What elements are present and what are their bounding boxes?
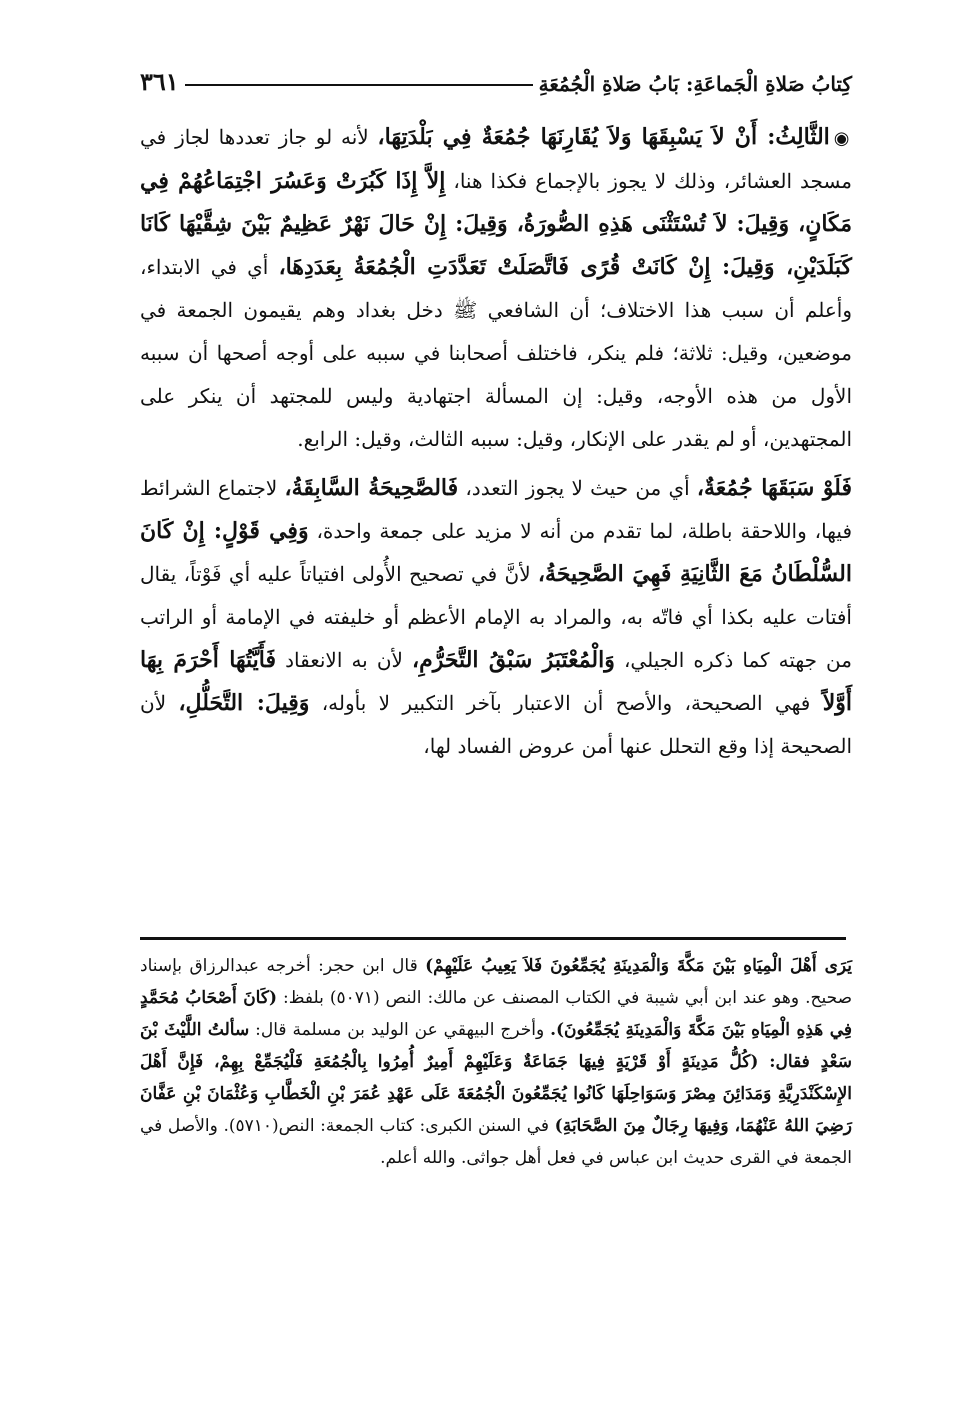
footnote-text: [140, 950, 852, 1174]
matn-text: الثَّالِثُ: أَنْ لاَ يَسْبِقَهَا وَلاَ يُقَارِنَهَا جُمُعَةٌ فِي بَلْدَتِهَا،: [377, 124, 830, 150]
commentary-text: لاجتماع الشرائط فيها، واللاحقة باطلة، لما تقدم من أنه لا مزيد على جمعة واحدة،: [140, 476, 853, 543]
paragraph-1: [140, 116, 852, 461]
footnotes: [140, 950, 852, 1174]
footnote-commentary: في السنن الكبرى: كتاب الجمعة: النص(٥٧١٠). والأصل في الجمعة في القرى حديث ابن عباس في فعل أهل جواثى. والله أعلم.: [140, 1116, 852, 1168]
footnote-commentary: وأخرج البيهقي عن الوليد بن مسلمة قال:: [249, 1020, 551, 1040]
commentary-text: لأن به الانعقاد: [276, 648, 412, 672]
footnote-separator: [140, 937, 846, 940]
commentary-text: لأنَّ في تصحيح الأُولى افتياتاً عليه أي فَوْتاً، يقال أفتات عليه بكذا أي فاتّه به، والمراد به الإمام الأعظم أو خليفته في الإمامة أو الراتب من جهته كما ذكره الجيلي،: [140, 562, 852, 672]
paragraph-2: [140, 467, 852, 768]
matn-text: وَفِي قَوْلٍ: إِنْ كَانَ السُّلْطَانُ مَعَ الثَّانِيَةِ فَهِيَ الصَّحِيحَةُ،: [140, 518, 852, 587]
matn-text: فَالصَّحِيحَةُ السَّابِقَةُ،: [284, 475, 459, 501]
running-title: كِتابُ صَلاةِ الْجَماعَةِ: بَابُ صَلاةِ الْجُمُعَةِ: [538, 72, 852, 96]
commentary-text: لأنه لو جاز تعددها لجاز في مسجد العشائر، وذلك لا يجوز بالإجماع فكذا هنا،: [140, 125, 853, 193]
matn-text: إِلاَّ إِذَا كَبُرَتْ وَعَسُرَ اجْتِمَاعُهُمْ فِي مَكَانٍ، وَقِيلَ: لاَ تُسْتَثْنَى هَذِهِ الصُّورَةُ، وَقِيلَ: إِنْ حَالَ نَهْرٌ عَظِيمٌ بَيْنَ شِقَّيْهَا كَانَا كَبَلَدَيْنِ، وَقِيلَ: إِنْ كَانَتْ قُرًى فَاتَّصَلَتْ تَعَدَّدَتِ الْجُمُعَةُ بِعَدَدِهَا،: [140, 168, 852, 280]
main-text: [140, 116, 852, 768]
commentary-text: لأن الصحيحة إذا وقع التحلل عنها أمن عروض الفساد لها،: [140, 691, 852, 758]
bullet-icon: ◉: [833, 128, 852, 149]
matn-text: فَلَوْ سَبَقَهَا جُمُعَةٌ،: [696, 475, 852, 501]
matn-text: فَأَيَّتُهَا أَحْرَمَ بِهَا أَوَّلاً: [140, 647, 853, 716]
matn-text: وَقِيلَ: التَّحَلُّلِ،: [178, 690, 310, 716]
footnote-commentary: قال ابن حجر: أخرجه عبدالرزاق بإسناد صحيح. وهو عند ابن أبي شيبة في الكتاب المصنف عن مالك: النص (٥٠٧١) بلفظ:: [140, 956, 853, 1008]
footnote-quote: سألتُ اللَّيْثَ بْنَ سَعْدٍ فقال: (كُلُّ مَدِينَةٍ أَوْ قَرْيَةٍ فِيهَا جَمَاعَةٌ وَعَلَيْهِمْ أَمِيرٌ أُمِرُوا بِالْجُمُعَةِ فَلْيُجَمِّعْ بِهِمْ، فَإِنَّ أَهْلَ الإِسْكَنْدَرِيَّةِ وَمَدَائِنَ مِصْرَ وَسَوَاحِلَهَا كَانُوا يُجَمِّعُونَ الْجُمُعَةَ عَلَى عَهْدِ عُمَرَ بْنِ الْخَطَّابِ وَعُثْمَانَ بْنِ عَفَّانَ رَضِيَ اللهُ عَنْهُمَا، وَفِيهَا رِجَالٌ مِنَ الصَّحَابَةِ): [140, 1020, 852, 1136]
matn-text: وَالْمُعْتَبَرُ سَبْقُ التَّحَرُّمِ،: [412, 647, 615, 673]
page-number: ٣٦١: [140, 67, 179, 96]
running-header: [140, 56, 852, 96]
commentary-text: فهي الصحيحة، والأصح أن الاعتبار بآخر التكبير لا بأوله،: [309, 691, 823, 715]
footnote-quote: (كَانَ أَصْحَابُ مُحَمَّدٍ فِي هَذِهِ الْمِيَاهِ بَيْنَ مَكَّةَ وَالْمَدِينَةِ يُجَمِّعُونَ).: [140, 988, 852, 1040]
footnote-quote: يَرَى أَهْلَ الْمِيَاهِ بَيْنَ مَكَّةَ وَالْمَدِينَةِ يُجَمِّعُونَ فَلاَ يَعِيبُ عَلَيْهِمْ): [425, 956, 852, 976]
commentary-text: أي في الابتداء، وأعلم أن سبب هذا الاختلاف؛ أن الشافعي ﷺ دخل بغداد وهم يقيمون الجمعة في موضعين، وقيل: ثلاثة؛ فلم ينكر، فاختلف أصحابنا في سببه على أوجه أصحها أن سببه الأول من هذه الأوجه، وقيل: إن المسألة اجتهادية وليس للمجتهد أن ينكر على المجتهدين، أو لم يقدر على الإنكار، وقيل: سببه الثالث، وقيل: الرابع.: [140, 255, 853, 451]
header-rule: [185, 84, 533, 86]
commentary-text: أي من حيث لا يجوز التعدد،: [458, 476, 697, 500]
